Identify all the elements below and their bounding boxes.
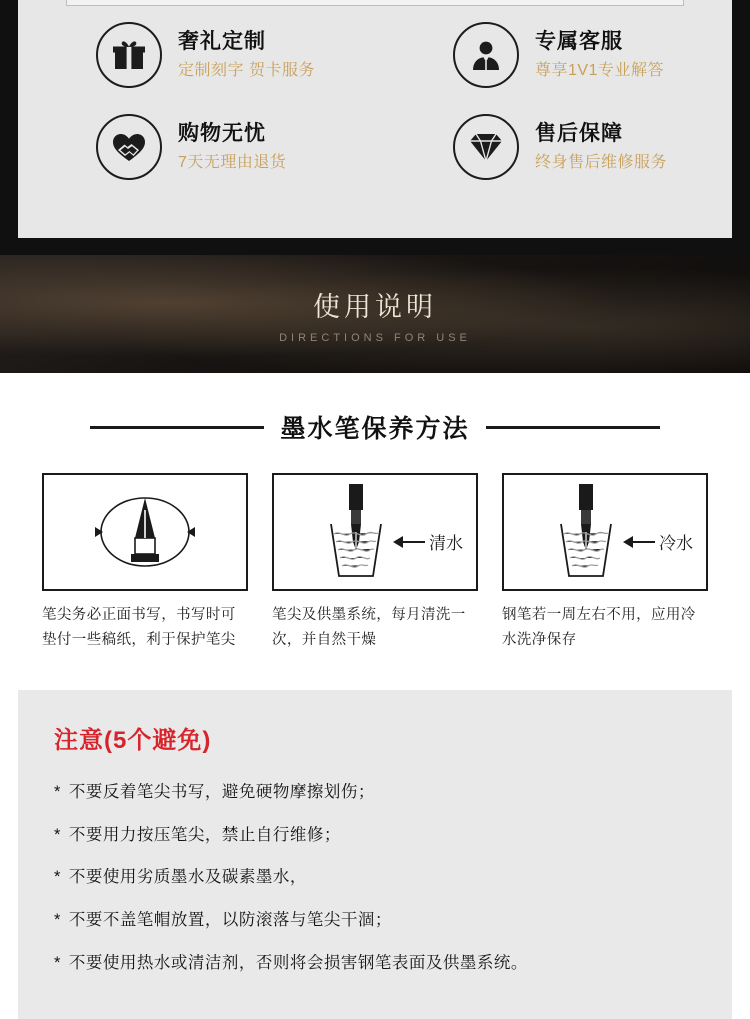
directions-banner — [0, 255, 750, 373]
gift-icon — [96, 22, 162, 88]
care-card — [272, 473, 478, 654]
care-card — [42, 473, 248, 654]
banner-subtitle: DIRECTIONS FOR USE — [279, 331, 471, 344]
bullet-star: * — [54, 825, 61, 844]
warning-item — [54, 856, 696, 899]
top-outline-box — [66, 0, 684, 6]
service-title: 售后保障 — [535, 122, 623, 146]
nib-writing-angle-diagram — [42, 473, 248, 591]
handshake-heart-icon — [96, 114, 162, 180]
warning-item-text: 不要不盖笔帽放置，以防滚落与笔尖干涸； — [68, 911, 392, 929]
service-item-gift — [18, 22, 375, 88]
warning-list — [54, 771, 696, 985]
bullet-star: * — [54, 953, 61, 972]
service-item-warranty — [375, 114, 732, 180]
service-text — [178, 29, 315, 80]
services-section — [0, 0, 750, 255]
warning-item — [54, 814, 696, 857]
care-caption: 笔尖务必正面书写，书写时可垫付一些稿纸，利于保护笔尖 — [42, 607, 236, 649]
warning-title: 注意(5个避免) — [54, 726, 212, 754]
service-subtitle: 尊享1V1专业解答 — [535, 61, 664, 79]
bullet-star: * — [54, 782, 61, 801]
care-title: 墨水笔保养方法 — [280, 415, 470, 443]
banner-title: 使用说明 — [313, 291, 437, 322]
care-card — [502, 473, 708, 654]
service-subtitle: 定制刻字 贺卡服务 — [178, 61, 315, 79]
service-title: 专属客服 — [535, 30, 623, 54]
service-text — [535, 29, 664, 80]
service-title: 奢礼定制 — [178, 30, 266, 54]
service-subtitle: 7天无理由退货 — [178, 153, 287, 171]
figure-label: 清水 — [429, 534, 463, 553]
nib-rinse-cup-diagram — [272, 473, 478, 591]
customer-service-icon — [453, 22, 519, 88]
care-section — [0, 373, 750, 654]
care-caption: 钢笔若一周左右不用，应用冷水洗净保存 — [502, 607, 696, 649]
care-grid — [42, 473, 708, 654]
divider-left — [90, 426, 264, 429]
figure-label: 冷水 — [659, 534, 693, 553]
care-caption: 笔尖及供墨系统，每月清洗一次，并自然干燥 — [272, 607, 466, 649]
service-item-worryfree — [18, 114, 375, 180]
warning-item-text: 不要用力按压笔尖，禁止自行维修； — [68, 825, 341, 844]
nib-cold-water-cup-diagram — [502, 473, 708, 591]
diamond-icon — [453, 114, 519, 180]
warning-item-text: 不要反着笔尖书写，避免硬物摩擦划伤； — [68, 782, 375, 801]
warning-item-text: 不要使用热水或清洁剂，否则将会损害钢笔表面及供墨系统。 — [68, 953, 528, 972]
service-text — [535, 121, 667, 172]
care-heading — [0, 409, 750, 445]
warning-item — [54, 899, 696, 942]
warning-item-text: 不要使用劣质墨水及碳素墨水， — [68, 868, 307, 887]
services-grid — [18, 22, 732, 180]
service-text — [178, 121, 286, 172]
divider-right — [486, 426, 660, 429]
service-item-support — [375, 22, 732, 88]
services-panel — [18, 0, 732, 238]
bullet-star: * — [54, 911, 61, 929]
warning-item — [54, 771, 696, 814]
bullet-star: * — [54, 868, 61, 887]
service-title: 购物无忧 — [178, 122, 266, 146]
service-subtitle: 终身售后维修服务 — [535, 153, 668, 171]
warning-section — [18, 690, 732, 1019]
warning-item — [54, 942, 696, 985]
